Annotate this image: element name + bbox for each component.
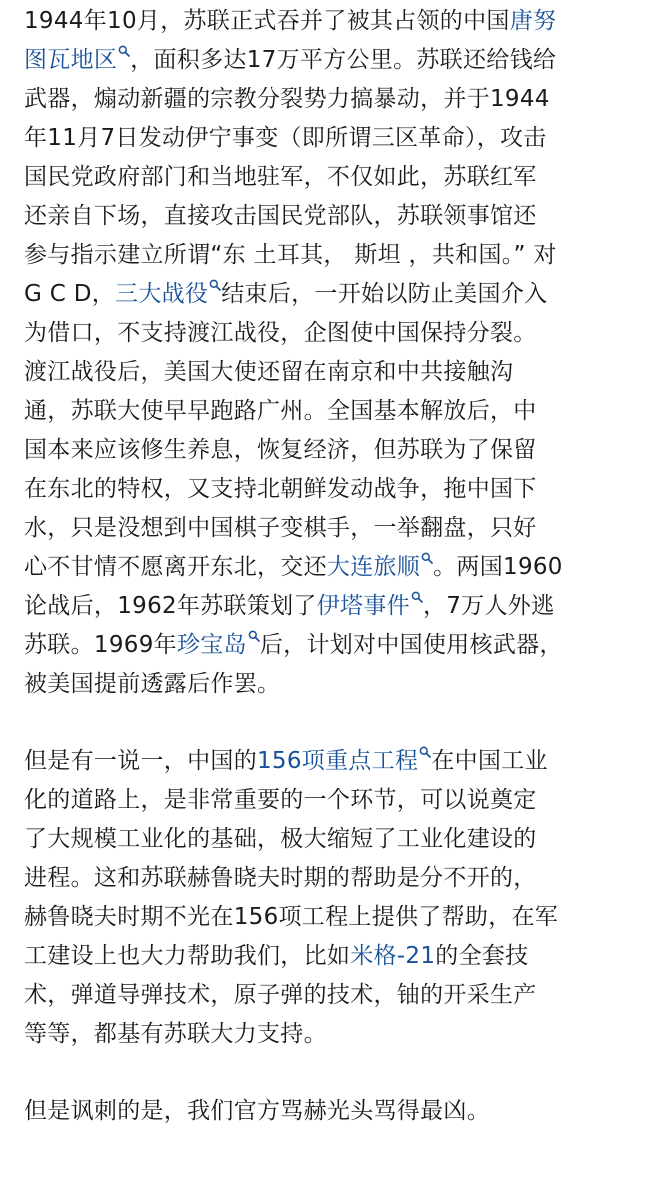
text-line bbox=[24, 41, 632, 80]
text-line bbox=[24, 236, 632, 275]
search-icon bbox=[209, 279, 221, 291]
text-line bbox=[24, 820, 632, 859]
link-tangnu-part1[interactable] bbox=[510, 8, 557, 34]
link-text: 156项重点工程 bbox=[257, 748, 419, 774]
text-line bbox=[24, 119, 632, 158]
text-segment: 在中国工业 bbox=[431, 748, 548, 774]
text-segment: 后，计划对中国使用核武器， bbox=[259, 632, 563, 658]
text-segment: 心不甘情不愿离开东北，交还 bbox=[24, 554, 327, 580]
text-line bbox=[24, 1015, 632, 1054]
text-line bbox=[24, 314, 632, 353]
text-line bbox=[24, 431, 632, 470]
text-line bbox=[24, 937, 632, 976]
text-segment: 了大规模工业化的基础，极大缩短了工业化建设的 bbox=[24, 826, 537, 852]
text-segment: 年11月7日发动伊宁事变（即所谓三区革命），攻击 bbox=[24, 125, 547, 151]
text-line bbox=[24, 470, 632, 509]
text-segment: 赫鲁晓夫时期不光在156项工程上提供了帮助，在军 bbox=[24, 904, 559, 930]
text-segment: 还亲自下场，直接攻击国民党部队，苏联领事馆还 bbox=[24, 203, 537, 229]
text-segment: 结束后，一开始以防止美国介入 bbox=[221, 281, 548, 307]
link-tuva-region[interactable] bbox=[24, 47, 130, 73]
text-line bbox=[24, 859, 632, 898]
text-line bbox=[24, 781, 632, 820]
search-icon bbox=[248, 630, 260, 642]
text-line bbox=[24, 1092, 632, 1131]
link-zhenbao-island[interactable] bbox=[177, 632, 260, 658]
link-mig21[interactable] bbox=[350, 943, 435, 969]
text-segment: 通，苏联大使早早跑路广州。全国基本解放后，中 bbox=[24, 398, 537, 424]
text-line bbox=[24, 587, 632, 626]
search-icon bbox=[118, 45, 130, 57]
text-segment: 被美国提前透露后作罢。 bbox=[24, 671, 281, 697]
text-segment: 等等，都基有苏联大力支持。 bbox=[24, 1021, 327, 1047]
search-icon bbox=[421, 552, 433, 564]
link-dalian-lushun[interactable] bbox=[327, 554, 433, 580]
link-text: 大连旅顺 bbox=[326, 554, 421, 580]
text-segment: ，面积多达17万平方公里。苏联还给钱给 bbox=[130, 47, 557, 73]
text-segment: 进程。这和苏联赫鲁晓夫时期的帮助是分不开的， bbox=[24, 865, 537, 891]
text-line bbox=[24, 898, 632, 937]
search-icon bbox=[411, 591, 423, 603]
text-line bbox=[24, 665, 632, 704]
text-segment: 在东北的特权，又支持北朝鲜发动战争，拖中国下 bbox=[24, 476, 537, 502]
text-line bbox=[24, 80, 632, 119]
link-text: 米格-21 bbox=[350, 943, 436, 969]
text-segment: 武器，煽动新疆的宗教分裂势力搞暴动，并于1944 bbox=[24, 86, 550, 112]
text-segment: 的全套技 bbox=[435, 943, 529, 969]
link-text: 图瓦地区 bbox=[24, 47, 118, 73]
text-line bbox=[24, 976, 632, 1015]
text-segment: G C D， bbox=[24, 281, 116, 307]
link-text: 唐努 bbox=[509, 8, 557, 34]
text-line bbox=[24, 509, 632, 548]
text-segment: 水，只是没想到中国棋子变棋手，一举翻盘，只好 bbox=[24, 515, 537, 541]
text-segment: 参与指示建立所谓“东 土耳其， 斯坦 ，共和国。” 对 bbox=[24, 242, 557, 268]
text-segment: 化的道路上，是非常重要的一个环节，可以说奠定 bbox=[24, 787, 537, 813]
text-segment: 术，弹道导弹技术，原子弹的技术，铀的开采生产 bbox=[24, 982, 537, 1008]
text-segment: 但是有一说一，中国的 bbox=[24, 748, 257, 774]
paragraph-3 bbox=[24, 1092, 632, 1131]
text-line bbox=[24, 197, 632, 236]
text-line bbox=[24, 392, 632, 431]
text-segment: 工建设上也大力帮助我们，比如 bbox=[24, 943, 351, 969]
text-line bbox=[24, 353, 632, 392]
link-text: 三大战役 bbox=[115, 281, 209, 307]
text-line bbox=[24, 158, 632, 197]
text-segment: 1944年10月，苏联正式吞并了被其占领的中国 bbox=[24, 8, 510, 34]
text-line bbox=[24, 548, 632, 587]
link-yita-incident[interactable] bbox=[317, 593, 423, 619]
paragraph-2 bbox=[24, 742, 632, 1054]
text-segment: 为借口，不支持渡江战役，企图使中国保持分裂。 bbox=[24, 320, 537, 346]
text-segment: 国民党政府部门和当地驻军，不仅如此，苏联红军 bbox=[24, 164, 537, 190]
link-text: 伊塔事件 bbox=[316, 593, 410, 619]
text-line bbox=[24, 275, 632, 314]
text-line bbox=[24, 742, 632, 781]
text-line bbox=[24, 2, 632, 41]
text-segment: ，7万人外逃 bbox=[422, 593, 555, 619]
text-segment: 论战后，1962年苏联策划了 bbox=[24, 593, 317, 619]
text-segment: 。两国1960 bbox=[433, 554, 563, 580]
text-segment: 但是讽刺的是，我们官方骂赫光头骂得最凶。 bbox=[24, 1098, 490, 1124]
link-text: 珍宝岛 bbox=[176, 632, 247, 658]
text-segment: 苏联。1969年 bbox=[24, 632, 177, 658]
paragraph-1 bbox=[24, 2, 632, 704]
text-segment: 国本来应该修生养息，恢复经济，但苏联为了保留 bbox=[24, 437, 537, 463]
search-icon bbox=[419, 746, 431, 758]
text-line bbox=[24, 626, 632, 665]
link-three-campaigns[interactable] bbox=[115, 281, 221, 307]
text-segment: 渡江战役后，美国大使还留在南京和中共接触沟 bbox=[24, 359, 514, 385]
link-156-projects[interactable] bbox=[257, 748, 431, 774]
